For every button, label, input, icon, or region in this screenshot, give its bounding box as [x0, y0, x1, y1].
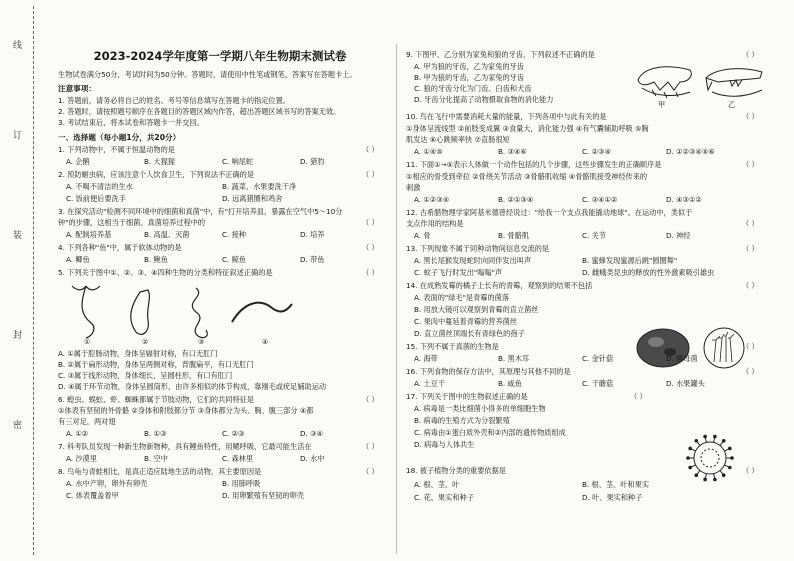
answer-bracket: （ ） [362, 145, 379, 154]
answer-bracket: （ ） [362, 243, 379, 252]
answer-bracket: （ ） [742, 160, 759, 169]
roundworm-shape [192, 288, 207, 338]
notes-title: 注意事项： [58, 84, 96, 93]
question-stem: 10. 鸟在飞行中需要消耗大量的能量，下列各项中与此有关的是 [406, 112, 607, 121]
planarian-shape [131, 290, 150, 334]
notes-line: 生物试卷满分50分，考试时间为50分钟。答题时，请使用中性笔或钢笔，答案写在答题卡上。 [58, 70, 357, 79]
question-stem: 1. 下列动物中，不属于恒温动物的是 [58, 145, 175, 154]
option: C. 体表覆盖着甲 [66, 491, 119, 500]
question-stem-cont: 钟"的步骤，这相当于细菌、真菌培养过程中的 [58, 218, 206, 227]
hydra-shape [82, 286, 94, 338]
virus-spike-head [722, 439, 726, 443]
answer-bracket: （ ） [630, 392, 647, 401]
option: D. 水果罐头 [666, 379, 705, 388]
binding-label: 封 [11, 330, 21, 339]
question-line: ①体表有坚韧的外骨骼 ②身体和附肢都分节 ③身体都分为头、胸、腹三部分 ④都 [58, 406, 314, 415]
option: D. 病毒与人体共生 [414, 440, 475, 449]
question-stem: 17. 下列关于图中的生物叙述正确的是 [406, 392, 528, 401]
option: B. 咸鱼 [498, 379, 522, 388]
option: C. 饭前便后要洗手 [66, 194, 126, 203]
section-heading: 一、选择题（每小题1分，共20分） [58, 133, 181, 142]
binding-label: 订 [11, 130, 21, 139]
answer-bracket: （ ） [742, 219, 759, 228]
option: C. 狼的牙齿分化为门齿、臼齿和犬齿 [414, 84, 532, 93]
option: D. 水中 [300, 454, 325, 463]
rabbit-teeth-figure [702, 60, 766, 102]
question-line: 肌发达 ⑥心跳频率快 ⑦直肠很短 [406, 135, 510, 144]
question-stem: 9. 下图甲、乙分别为家兔和狼的牙齿，下列叙述不正确的是 [406, 50, 595, 59]
virus-spike-head [694, 473, 698, 477]
virus-spike-head [688, 447, 692, 451]
question-stem: 8. 鸟龟与青蛙相比，是真正适应陆地生活的动物，其主要原因是 [58, 467, 262, 476]
answer-bracket: （ ） [742, 342, 759, 351]
answer-bracket: （ ） [742, 281, 759, 290]
binding-label: 密 [11, 420, 21, 429]
option: D. 培养 [300, 230, 325, 239]
option: D. ④③①② [666, 195, 702, 204]
question-stem: 4. 下列各种"鱼"中，属于软体动物的是 [58, 243, 182, 252]
option: D. 带鱼 [300, 255, 325, 264]
option: B. ①③ [144, 429, 167, 438]
option: A. ①② [66, 429, 89, 438]
virus-spike-head [728, 466, 732, 470]
option: A. 甲为狼的牙齿，乙为家兔的牙齿 [414, 62, 524, 71]
question-line: 刺激 [406, 183, 421, 192]
question-stem: 6. 蝗虫、蜈蚣、虾、蜘蛛都属于节肢动物，它们的共同特征是 [58, 395, 255, 404]
binding-label: 装 [11, 230, 21, 239]
answer-bracket: （ ） [362, 268, 379, 277]
option: C. 花、果实和种子 [414, 493, 474, 502]
option: D. 猎豹 [300, 157, 325, 166]
option: A. 土豆干 [414, 379, 445, 388]
answer-bracket: （ ） [362, 218, 379, 227]
figure-label: ④ [262, 338, 269, 346]
option: D. 用卵繁殖有坚韧的卵壳 [222, 491, 304, 500]
figure-label: 乙 [728, 100, 736, 109]
answer-bracket: （ ） [742, 466, 759, 475]
option: B. 根、茎、叶和果实 [582, 480, 650, 489]
option: C. 金针菇 [582, 354, 614, 363]
option: C. 病毒由①蛋白质外壳和②内部的遗传物质组成 [414, 428, 566, 437]
notes-item: 3. 考试结束后，将本试卷和答题卡一并交回。 [58, 118, 204, 127]
option: C. ③属于线形动物，身体细长，呈圆柱形，有口有肛门 [58, 371, 233, 380]
question-stem: 11. 下面①→⑤表示人体做一个动作包括的几个步骤，这些步骤发生的正确顺序是 [406, 160, 662, 169]
notes-item: 2. 答题时，请按照题号顺序在各题目的答题区域内作答，超出答题区域书写的答案无效。 [58, 107, 341, 116]
question-stem: 13. 下列现象不属于同种动物间信息交流的是 [406, 244, 550, 253]
option: B. 大猩猩 [144, 157, 176, 166]
answer-bracket: （ ） [742, 367, 759, 376]
option: A. 根、茎、叶 [414, 480, 460, 489]
option: D. ③④ [300, 429, 323, 438]
question-stem: 5. 下列关于图中①、②、③、④四种生物的分类和特征叙述正确的是 [58, 268, 273, 277]
figure-label: 甲 [658, 100, 666, 109]
option: D. 雌蛾类昆虫的释放的性外激素吸引雄虫 [582, 268, 715, 277]
option: A. ①②③④ [414, 195, 450, 204]
virus-spike-head [713, 478, 717, 482]
figure-label: ③ [198, 338, 205, 346]
option: C. 果肉中蔓延着青霉的营养菌丝 [414, 317, 518, 326]
option: C. ②③④ [582, 147, 611, 156]
answer-bracket: （ ） [362, 467, 379, 476]
moldy-orange-figure [634, 326, 692, 370]
figure-label: ① [84, 338, 91, 346]
option: C. 鲸鱼 [222, 255, 246, 264]
option: A. 病毒是一类比细菌小得多的单细胞生物 [414, 404, 546, 413]
answer-bracket: （ ） [742, 50, 759, 59]
question-line: ①相应的骨受到牵拉 ②骨绕关节活动 ③骨骼肌收缩 ④骨骼肌接受神经传来的 [406, 172, 648, 181]
answer-bracket: （ ） [742, 244, 759, 253]
binding-strip [0, 0, 40, 561]
option: D. 神经 [666, 231, 691, 240]
option: B. 病毒的生殖方式为分裂繁殖 [414, 416, 510, 425]
answer-bracket: （ ） [362, 442, 379, 451]
option: D. 酵母菌 [666, 354, 698, 363]
question-stem: 14. 在成熟发霉的橘子上长有的青霉，观察到的结果不包括 [406, 281, 593, 290]
worm-figure [56, 282, 296, 348]
option: C. 森林里 [222, 454, 254, 463]
option: C. 响尾蛇 [222, 157, 254, 166]
question-line: 有三对足，两对翅 [58, 417, 116, 426]
virus-spike-head [730, 456, 734, 460]
option: B. ③④⑥ [498, 147, 527, 156]
option: C. 蚊子飞行时发出"嗡嗡"声 [414, 268, 503, 277]
binding-label: 线 [11, 40, 21, 49]
column-divider [396, 44, 397, 554]
option: A. 骨 [414, 231, 431, 240]
option: D. ①②③④⑤⑥ [666, 147, 715, 156]
option: A. ①属于腔肠动物，身体呈辐射对称，有口无肛门 [58, 349, 218, 358]
option: B. 蜜蜂发现蜜源后跳"圆圈舞" [582, 256, 678, 265]
question-stem: 16. 下列食物的保存方法中，其原理与其他不同的是 [406, 367, 571, 376]
answer-bracket: （ ） [362, 170, 379, 179]
option: B. 用肺呼吸 [222, 479, 261, 488]
question-stem: 2. 预防蛔虫病，应该注意个人饮食卫生，下列说法不正确的是 [58, 170, 255, 179]
answer-bracket: （ ） [362, 395, 379, 404]
option: A. 表面的"绿毛"是青霉的菌落 [414, 293, 510, 302]
virus-spike-head [703, 478, 707, 482]
question-stem: 3. 在探究活动"检测不同环境中的细菌和真菌"中，有"打开培养皿，暴露在空气中5～10分 [58, 207, 343, 216]
question-line: ①身体呈流线型 ②前肢变成翼 ③食量大，消化能力强 ④有气囊辅助呼吸 ⑤胸 [406, 124, 649, 133]
wolf-teeth-figure [634, 60, 696, 102]
question-stem: 18. 被子植物分类的重要依据是 [406, 466, 506, 475]
option: C. 关节 [582, 231, 606, 240]
virus-spike-head [703, 435, 707, 439]
option: B. 甲为狼的牙齿，乙为家兔的牙齿 [414, 73, 525, 82]
option: A. 黑长尾猴发现蛇时向同伴发出叫声 [414, 256, 532, 265]
option: B. 高温、灭菌 [144, 230, 190, 239]
option: C. ③④①② [582, 195, 618, 204]
option: B. ②①③④ [498, 195, 534, 204]
option: B. 蔬菜、水果要洗干净 [222, 182, 297, 191]
option: B. 鲍鱼 [144, 255, 168, 264]
option: A. 沙漠里 [66, 454, 97, 463]
question-stem: 12. 古希腊物理学家阿基米德曾经说过："给我一个支点我能撬动地球"。在运动中，类似于 [406, 208, 693, 217]
earthworm-shape [232, 303, 292, 322]
virus-spike-head [688, 466, 692, 470]
exam-title: 2023-2024学年度第一学期八年生物期末测试卷 [93, 49, 347, 63]
virus-spike-head [686, 456, 690, 460]
question-stem: 7. 科考队员发现一种新生物新物种，具有鲤鱼特性，用鳃呼吸，它最可能生活在 [58, 442, 312, 451]
figure-label: ② [142, 338, 149, 346]
option: D. 牙齿分化提高了动物摄取食物的消化能力 [414, 95, 554, 104]
answer-bracket: （ ） [742, 112, 759, 121]
option: A. 海带 [414, 354, 438, 363]
option: B. 黑木耳 [498, 354, 530, 363]
option: C. ②③ [222, 429, 245, 438]
virus-spike-head [694, 439, 698, 443]
option: D. 远离猪圈和鸡舍 [222, 194, 283, 203]
binding-dashed-line [33, 6, 34, 555]
virus-spike-head [728, 447, 732, 451]
option: C. 干蘑菇 [582, 379, 614, 388]
option: A. 不喝不清洁的生水 [66, 182, 133, 191]
virus-figure [682, 430, 738, 486]
option: B. 骨骼肌 [498, 231, 530, 240]
option: A. 水中产卵，卵外有卵壳 [66, 479, 148, 488]
option: B. 空中 [144, 454, 168, 463]
option: D. 直立菌丝顶端长有青绿色的孢子 [414, 329, 525, 338]
option: A. 企鹅 [66, 157, 90, 166]
virus-spike-head [722, 473, 726, 477]
option: C. 接种 [222, 230, 246, 239]
option: A. 配制培养基 [66, 230, 112, 239]
virus-spike-head [713, 435, 717, 439]
option: B. ②属于扁形动物，身体呈两侧对称，背腹扁平，有口无肛门 [58, 360, 254, 369]
question-line: 支点作用的结构是 [406, 219, 464, 228]
option: A. 鲫鱼 [66, 255, 90, 264]
notes-item: 1. 答题前，请务必将自己的姓名、考号等信息填写在答题卡的指定位置。 [58, 96, 290, 105]
question-stem: 15. 下列不属于真菌的生物是 [406, 342, 499, 351]
option: D. ④属于环节动物，身体呈圆筒形，由许多相似的体节构成，靠刚毛或疣足辅助运动 [58, 382, 327, 391]
option: D. 叶、果实和种子 [582, 493, 643, 502]
option: B. 用放大镜可以观察到青霉的直立菌丝 [414, 305, 539, 314]
option: A. ①④⑤ [414, 147, 443, 156]
